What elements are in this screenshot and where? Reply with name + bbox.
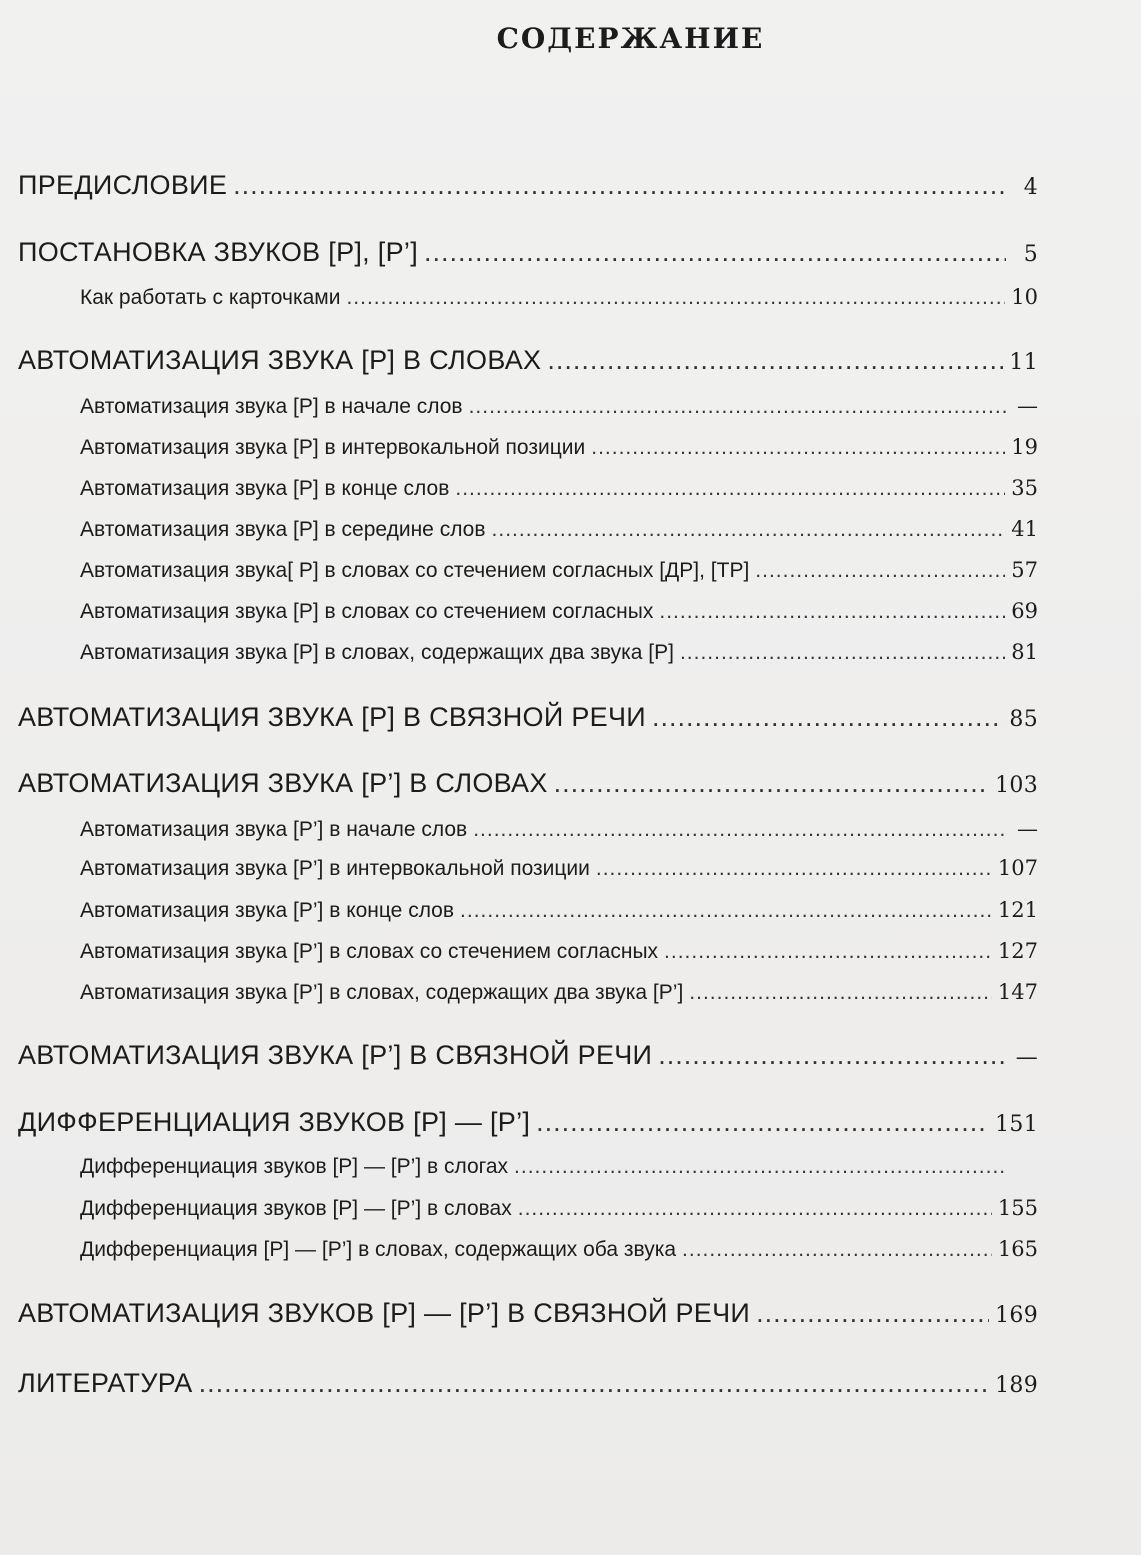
dot-leader [460, 899, 992, 923]
page-number: 19 [1011, 435, 1038, 459]
entry-title: ЛИТЕРАТУРА [18, 1368, 193, 1398]
toc-subentry [80, 1155, 1038, 1179]
entry-title: Автоматизация звука [Р] в начале слов [80, 395, 463, 418]
dot-leader [199, 1368, 990, 1399]
dot-leader [596, 857, 992, 881]
entry-title: Автоматизация звука [Р] в середине слов [80, 518, 486, 541]
dot-leader [554, 768, 989, 799]
dot-leader [514, 1155, 1006, 1179]
entry-title: АВТОМАТИЗАЦИЯ ЗВУКА [Р] В СВЯЗНОЙ РЕЧИ [18, 702, 646, 732]
page-number: 151 [995, 1112, 1038, 1137]
page-number: 10 [1011, 285, 1038, 309]
page-number: 5 [1023, 242, 1038, 267]
entry-title: Дифференциация [Р] — [Р’] в словах, содержащих оба звука [80, 1238, 677, 1261]
dot-leader [658, 1040, 1006, 1071]
dot-leader [547, 345, 1003, 376]
page-number: 169 [995, 1303, 1038, 1328]
toc-entry-section [18, 1107, 1038, 1138]
entry-title: АВТОМАТИЗАЦИЯ ЗВУКА [Р’] В СВЯЗНОЙ РЕЧИ [18, 1040, 653, 1070]
toc-subentry [80, 939, 1038, 964]
toc-subentry [80, 1196, 1038, 1221]
toc-subentry [80, 1237, 1038, 1262]
page-number: 121 [997, 898, 1038, 922]
entry-title: Дифференциация звуков [Р] — [Р’] в словах [80, 1197, 512, 1220]
page-number: 57 [1011, 558, 1038, 582]
page-number: 85 [1009, 707, 1038, 732]
toc-subentry [80, 599, 1038, 624]
entry-title: Автоматизация звука [Р] в словах со стечением согласных [80, 600, 654, 623]
toc-subentry [80, 898, 1038, 923]
toc-subentry [80, 517, 1038, 542]
dot-leader [680, 641, 1005, 665]
toc-entry-section [18, 1040, 1038, 1071]
toc-subentry [80, 285, 1038, 310]
entry-title: Автоматизация звука [Р] в интервокальной позиции [80, 436, 586, 459]
dot-leader [492, 518, 1006, 542]
entry-title: ПРЕДИСЛОВИЕ [18, 170, 228, 200]
dot-leader [664, 940, 992, 964]
entry-title: Автоматизация звука [Р’] в словах со стечением согласных [80, 940, 659, 963]
dot-leader [424, 237, 1006, 268]
dot-leader [659, 600, 1005, 624]
dot-leader [233, 170, 1006, 201]
toc-entry-sound-production [18, 237, 1038, 268]
entry-title: АВТОМАТИЗАЦИЯ ЗВУКА [Р’] В СЛОВАХ [18, 768, 548, 798]
page-number: 155 [997, 1196, 1038, 1220]
entry-title: Автоматизация звука[ Р] в словах со стечением согласных [ДР], [ТР] [80, 559, 750, 582]
entry-title: Автоматизация звука [Р’] в словах, содержащих два звука [Р’] [80, 981, 684, 1004]
toc-entry-section [18, 702, 1038, 733]
toc-entry-literature [18, 1368, 1038, 1399]
toc-entry-section [18, 768, 1038, 799]
toc-subentry [80, 476, 1038, 501]
entry-title: Автоматизация звука [Р] в конце слов [80, 477, 450, 500]
toc-subentry [80, 640, 1038, 665]
page-number: — [1017, 817, 1038, 841]
page-number: 4 [1023, 175, 1038, 200]
entry-title: Автоматизация звука [Р’] в конце слов [80, 899, 455, 922]
toc-subentry [80, 558, 1038, 583]
page-number: 165 [997, 1237, 1038, 1261]
entry-title: Автоматизация звука [Р] в словах, содержащих два звука [Р] [80, 641, 674, 664]
entry-title: АВТОМАТИЗАЦИЯ ЗВУКОВ [Р] — [Р’] В СВЯЗНОЙ РЕЧИ [18, 1298, 751, 1328]
dot-leader [455, 477, 1005, 501]
page-number: 81 [1011, 640, 1038, 664]
page-number: 103 [995, 773, 1038, 798]
entry-title: АВТОМАТИЗАЦИЯ ЗВУКА [Р] В СЛОВАХ [18, 345, 542, 375]
entry-title: Как работать с карточками [80, 286, 341, 309]
page-title: СОДЕРЖАНИЕ [496, 22, 765, 55]
page-number: 107 [997, 856, 1038, 880]
dot-leader [536, 1107, 989, 1138]
dot-leader [756, 1298, 989, 1329]
page-number: 127 [997, 939, 1038, 963]
dot-leader [473, 818, 1006, 842]
page-number: — [1017, 394, 1038, 418]
dot-leader [689, 981, 992, 1005]
toc-subentry [80, 435, 1038, 460]
toc-entry-section [18, 345, 1038, 376]
entry-title: Автоматизация звука [Р’] в интервокальной позиции [80, 857, 590, 880]
page-number: 189 [995, 1373, 1038, 1398]
dot-leader [591, 436, 1005, 460]
page-number: — [1015, 1045, 1038, 1070]
dot-leader [755, 559, 1005, 583]
dot-leader [518, 1197, 992, 1221]
page-number: 147 [997, 980, 1038, 1004]
entry-title: Автоматизация звука [Р’] в начале слов [80, 818, 468, 841]
entry-title: ДИФФЕРЕНЦИАЦИЯ ЗВУКОВ [Р] — [Р’] [18, 1107, 531, 1137]
toc-subentry [80, 817, 1038, 842]
entry-title: ПОСТАНОВКА ЗВУКОВ [Р], [Р’] [18, 237, 418, 267]
page-number: 41 [1011, 517, 1038, 541]
toc-subentry [80, 980, 1038, 1005]
toc-entry-section [18, 1298, 1038, 1329]
toc-entry-preface [18, 170, 1038, 201]
page-number: 11 [1009, 350, 1038, 375]
page-number: 69 [1011, 599, 1038, 623]
toc-subentry [80, 394, 1038, 419]
dot-leader [346, 286, 1005, 310]
dot-leader [682, 1238, 992, 1262]
entry-title: Дифференциация звуков [Р] — [Р’] в слогах [80, 1155, 509, 1178]
toc-subentry [80, 856, 1038, 881]
dot-leader [469, 395, 1006, 419]
page-number: 35 [1011, 476, 1038, 500]
dot-leader [652, 702, 1003, 733]
